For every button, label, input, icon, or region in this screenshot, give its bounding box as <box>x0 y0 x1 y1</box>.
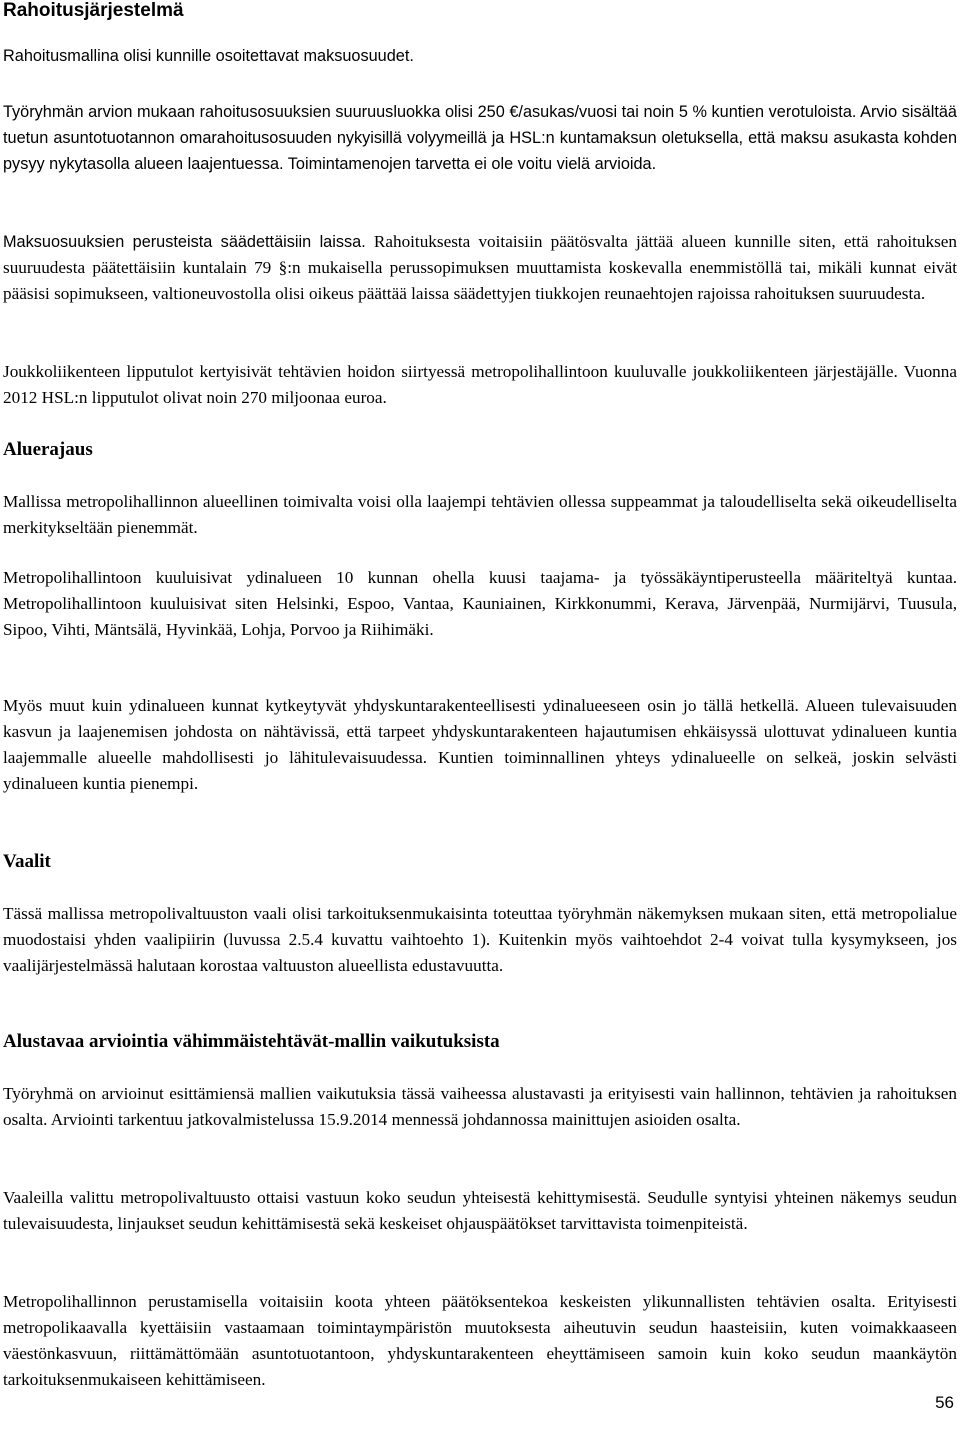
paragraph-muut-kunnat: Myös muut kuin ydinalueen kunnat kytkeytyvät yhdyskuntarakenteellisesti ydinalueeseen osin jo tällä hetkellä. Alueen tulevaisuuden kasvun ja laajenemisen johdosta on nähtävissä, että tarpeet yhdyskuntarakenteen hajautumisen ehkäisyssä ulottuvat ydinalueen kuntia laajemmalle alueelle mahdollisesti jo lähitulevaisuudessa. Kuntien toiminnallinen yhteys ydinalueelle on selkeä, joskin selvästi ydinalueen kuntia pienempi. <box>3 696 957 793</box>
paragraph-maksuosuudet-body: Rahoituksesta voitaisiin päätösvalta jättää alueen kunnille siten, että rahoituksen suuruudesta päätettäisiin kuntalain 79 §:n mukaisella perussopimuksen muuttamista koskevalla enemmistöllä tai, mikäli kunnat eivät pääsisi sopimukseen, valtioneuvostolla olisi oikeus päättää laissa säädettyjen tiukkojen reunaehtojen rajoissa rahoituksen suuruudesta. <box>3 232 957 303</box>
heading-alustavaa-arviointia: Alustavaa arviointia vähimmäistehtävät-mallin vaikutuksista <box>3 1031 500 1052</box>
paragraph-arvioinut: Työryhmä on arvioinut esittämiensä mallien vaikutuksia tässä vaiheessa alustavasti ja erityisesti vain hallinnon, tehtävien ja rahoituksen osalta. Arviointi tarkentuu jatkovalmistelussa 15.9.2014 mennessä johdannossa mainittujen asioiden osalta. <box>3 1084 957 1129</box>
paragraph-tyoryhman-arvio: Työryhmän arvion mukaan rahoitusosuuksien suuruusluokka olisi 250 €/asukas/vuosi tai noin 5 % kuntien verotuloista. Arvio sisältää tuetun asuntotuotannon omarahoitusosuuden nykyisillä volyymeillä ja HSL:n kuntamaksun oletuksella, että maksu asukasta kohden pysyy nykytasolla alueen laajentuessa. Toimintamenojen tarvetta ei ole voitu vielä arvioida. <box>3 103 957 173</box>
paragraph-maksuosuudet-lead: Maksuosuuksien perusteista säädettäisiin laissa. <box>3 233 366 251</box>
paragraph-perustamisella: Metropolihallinnon perustamisella voitaisiin koota yhteen päätöksentekoa keskeisten ylikunnallisten tehtävien osalta. Erityisesti metropolikaavalla kyettäisiin vastaamaan toimintaympäristön muutoksesta aiheutuvin seudun haasteisiin, kuten voimakkaaseen väestönkasvuun, riittämättömään asuntotuotantoon, yhdyskuntarakenteen eheyttämiseen samoin kuin koko seudun maankäytön tarkoituksenmukaiseen kehittämiseen. <box>3 1292 957 1389</box>
paragraph-ydinalue: Metropolihallintoon kuuluisivat ydinalueen 10 kunnan ohella kuusi taajama- ja työssäkäyntiperusteella määriteltyä kuntaa. Metropolihallintoon kuuluisivat siten Helsinki, Espoo, Vantaa, Kauniainen, Kirkkonummi, Kerava, Järvenpää, Nurmijärvi, Tuusula, Sipoo, Vihti, Mäntsälä, Hyvinkää, Lohja, Porvoo ja Riihimäki. <box>3 568 957 639</box>
paragraph-joukkoliikenne: Joukkoliikenteen lipputulot kertyisivät tehtävien hoidon siirtyessä metropolihallintoon kuuluvalle joukkoliikenteen järjestäjälle. Vuonna 2012 HSL:n lipputulot olivat noin 270 miljoonaa euroa. <box>3 362 957 407</box>
heading-vaalit: Vaalit <box>3 851 51 872</box>
paragraph-vaaleilla: Vaaleilla valittu metropolivaltuusto ottaisi vastuun koko seudun yhteisestä kehittymisestä. Seudulle syntyisi yhteinen näkemys seudun tulevaisuudesta, linjaukset seudun kehittämisestä sekä keskeiset ohjauspäätökset tarvittavista toimenpiteistä. <box>3 1188 957 1233</box>
paragraph-maksuosuudet <box>3 229 957 307</box>
paragraph-rahoitusmalli: Rahoitusmallina olisi kunnille osoitettavat maksuosuudet. <box>3 47 414 65</box>
heading-aluerajaus: Aluerajaus <box>3 439 93 460</box>
paragraph-vaalit: Tässä mallissa metropolivaltuuston vaali olisi tarkoituksenmukaisinta toteuttaa työryhmän näkemyksen mukaan siten, että metropolialue muodostaisi yhden vaalipiirin (luvussa 2.5.4 kuvattu vaihtoehto 1). Kuitenkin myös vaihtoehdot 2-4 voivat tulla kysymykseen, jos vaalijärjestelmässä halutaan korostaa valtuuston alueellista edustavuutta. <box>3 904 957 975</box>
heading-rahoitusjarjestelma: Rahoitusjärjestelmä <box>3 0 184 21</box>
page-number: 56 <box>935 1393 954 1412</box>
paragraph-mallissa: Mallissa metropolihallinnon alueellinen toimivalta voisi olla laajempi tehtävien ollessa suppeammat ja taloudelliselta sekä oikeudelliselta merkitykseltään pienemmät. <box>3 492 957 537</box>
